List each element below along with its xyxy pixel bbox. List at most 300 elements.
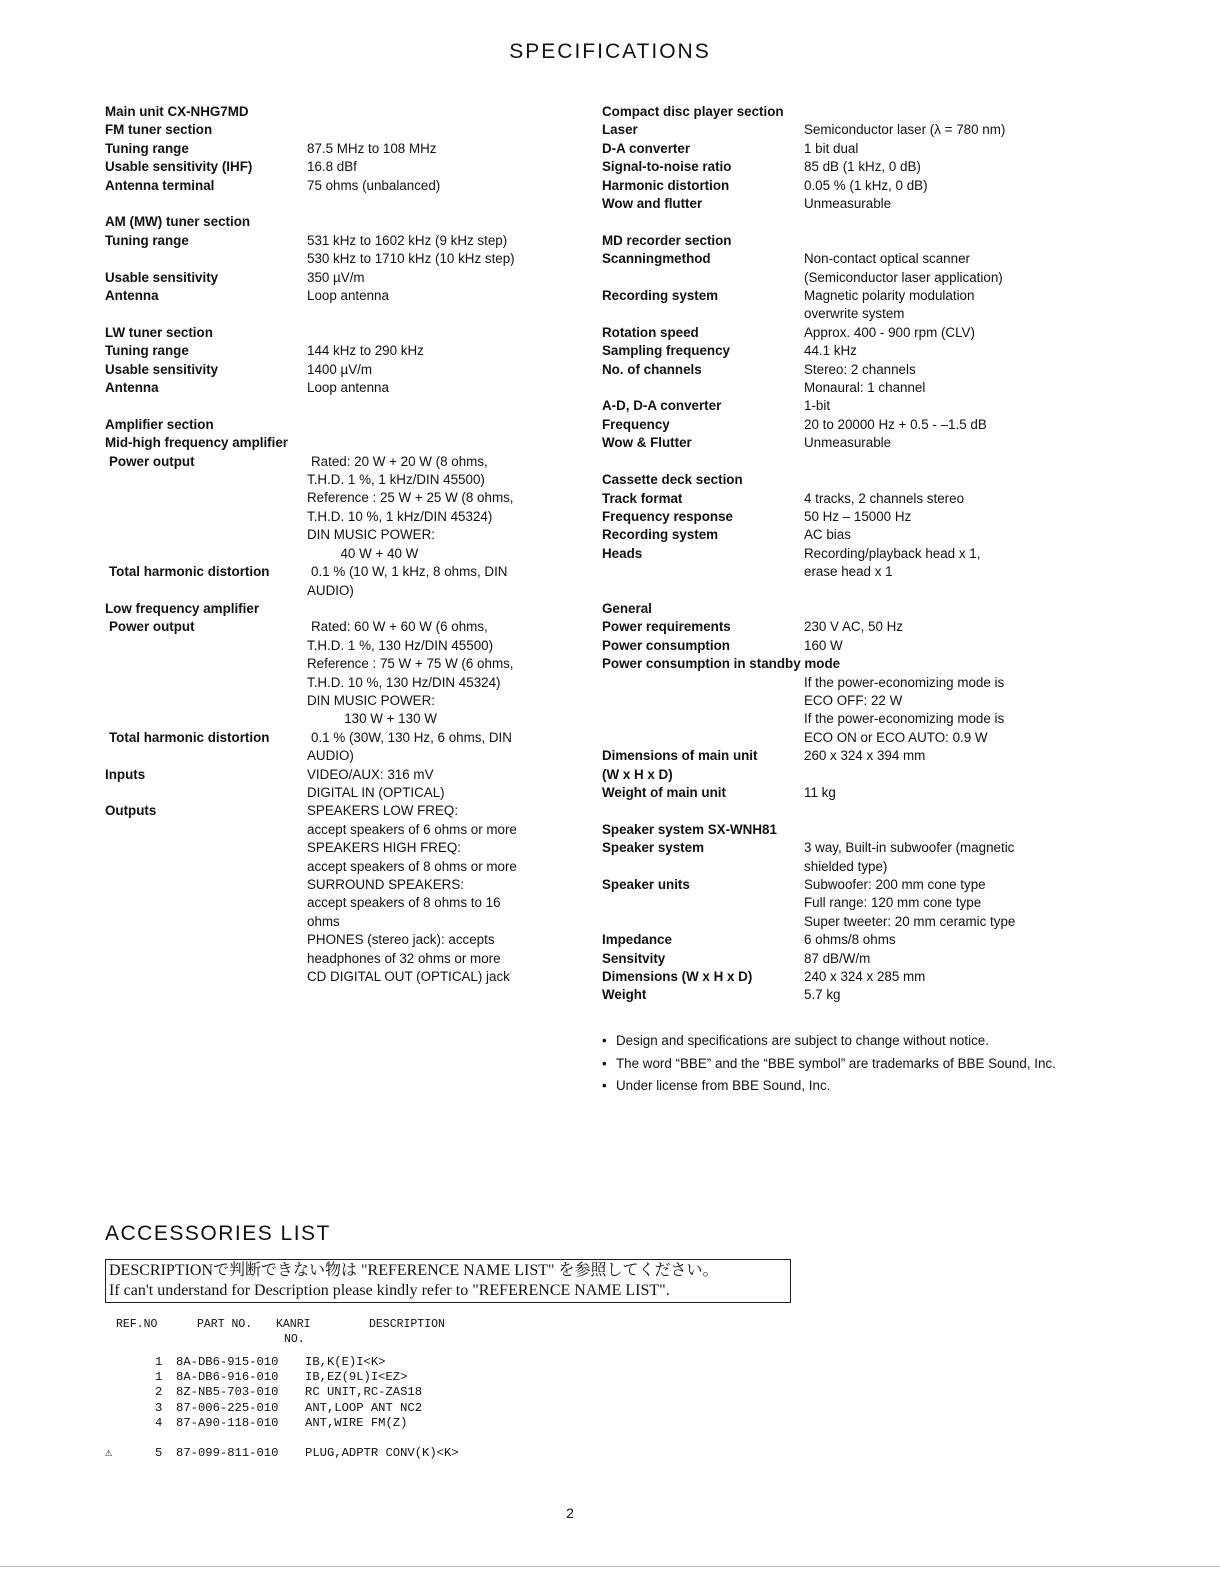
spec-row — [105, 177, 575, 195]
spec-label: Total harmonic distortion — [109, 729, 270, 745]
spec-row — [105, 545, 575, 563]
spec-value: accept speakers of 6 ohms or more — [307, 821, 517, 837]
spec-value: 4 tracks, 2 channels stereo — [804, 490, 965, 506]
ref-no-cell: 3 — [155, 1400, 163, 1415]
section-heading-text: Power consumption in standby mode — [602, 656, 841, 672]
spec-value: 3 way, Built-in subwoofer (magnetic — [804, 840, 1015, 856]
description-cell: IB,EZ(9L)I<EZ> — [305, 1370, 408, 1385]
spec-value: Stereo: 2 channels — [804, 361, 916, 377]
spec-row — [105, 710, 575, 728]
spec-label: Weight — [602, 987, 647, 1003]
spec-row — [602, 913, 1062, 931]
spec-row — [602, 986, 1062, 1004]
spec-value: Unmeasurable — [804, 435, 892, 451]
spec-row — [105, 858, 575, 876]
spec-row — [105, 526, 575, 544]
spec-value: 0.05 % (1 kHz, 0 dB) — [804, 177, 928, 193]
section-heading-text: AM (MW) tuner section — [105, 214, 251, 230]
spec-label: Total harmonic distortion — [109, 564, 270, 580]
spacer — [602, 802, 1062, 820]
spec-row — [602, 269, 1062, 287]
spec-value: 0.1 % (30W, 130 Hz, 6 ohms, DIN — [311, 729, 512, 745]
spec-row — [602, 968, 1062, 986]
spec-value: 40 W + 40 W — [307, 545, 419, 561]
section-heading — [105, 213, 575, 231]
notes-list — [602, 1030, 1062, 1098]
spec-row — [602, 397, 1062, 415]
spec-row — [602, 766, 1062, 784]
spec-value: 44.1 kHz — [804, 343, 857, 359]
spec-value: DIN MUSIC POWER: — [307, 527, 435, 543]
spec-value: overwrite system — [804, 306, 905, 322]
spec-row — [602, 121, 1062, 139]
spec-value: 0.1 % (10 W, 1 kHz, 8 ohms, DIN — [311, 564, 508, 580]
spec-value: 531 kHz to 1602 kHz (9 kHz step) — [307, 232, 508, 248]
description-cell: RC UNIT,RC-ZAS18 — [305, 1385, 423, 1400]
spec-label: (W x H x D) — [602, 766, 673, 782]
spec-value: Subwoofer: 200 mm cone type — [804, 877, 986, 892]
spec-label: Power requirements — [602, 619, 731, 635]
spec-value: Semiconductor laser (λ = 780 nm) — [804, 122, 1006, 138]
spec-row — [602, 177, 1062, 195]
section-heading — [602, 471, 1062, 489]
spec-value: 16.8 dBf — [307, 159, 357, 175]
spec-label — [105, 655, 307, 673]
spec-label — [105, 894, 307, 912]
spec-label: Recording system — [602, 288, 719, 304]
spec-row — [602, 931, 1062, 949]
spec-label: Harmonic distortion — [602, 177, 730, 193]
spec-label — [105, 710, 307, 728]
spec-label: Outputs — [105, 803, 157, 819]
spec-label: Tuning range — [105, 232, 189, 248]
spec-row — [105, 489, 575, 507]
spec-row — [602, 287, 1062, 305]
spec-value: ECO ON or ECO AUTO: 0.9 W — [804, 729, 988, 745]
spec-value: 230 V AC, 50 Hz — [804, 619, 903, 635]
section-heading — [602, 600, 1062, 618]
spec-row — [105, 931, 575, 949]
spec-label — [602, 563, 804, 581]
spec-label: Wow and flutter — [602, 196, 703, 212]
part-no-cell: 87-099-811-010 — [176, 1446, 279, 1461]
spec-row — [105, 287, 575, 305]
note-item — [602, 1075, 1062, 1098]
spec-value: Loop antenna — [307, 288, 389, 304]
spacer — [602, 453, 1062, 471]
spec-value: Magnetic polarity modulation — [804, 288, 975, 304]
spec-value: Reference : 75 W + 75 W (6 ohms, — [307, 656, 514, 672]
spec-label — [602, 729, 804, 747]
spec-label — [105, 471, 307, 489]
spec-row — [602, 379, 1062, 397]
spec-value: T.H.D. 1 %, 1 kHz/DIN 45500) — [307, 472, 485, 488]
spec-value: Rated: 20 W + 20 W (8 ohms, — [311, 453, 488, 469]
spec-label — [105, 508, 307, 526]
spec-value: Monaural: 1 channel — [804, 380, 926, 396]
spec-row — [602, 434, 1062, 452]
section-heading — [105, 434, 575, 452]
specs-right-column — [602, 103, 1062, 1005]
spec-label — [105, 931, 307, 949]
spec-row — [602, 876, 1062, 894]
spec-row — [105, 508, 575, 526]
spec-row — [602, 950, 1062, 968]
spec-value: SPEAKERS LOW FREQ: — [307, 803, 459, 819]
spec-value: 11 kg — [804, 784, 836, 800]
spec-label — [105, 839, 307, 857]
spec-row — [602, 361, 1062, 379]
spec-label — [105, 692, 307, 710]
spec-row — [602, 729, 1062, 747]
spec-row — [105, 269, 575, 287]
spec-label: Signal-to-noise ratio — [602, 159, 732, 175]
spec-value: 50 Hz – 15000 Hz — [804, 508, 912, 524]
spacer — [602, 213, 1062, 231]
part-no-cell: 8A-DB6-916-010 — [176, 1370, 279, 1385]
note-item — [602, 1053, 1062, 1076]
accessories-title: ACCESSORIES LIST — [105, 1222, 331, 1245]
spec-row — [602, 858, 1062, 876]
spec-value: shielded type) — [804, 858, 888, 874]
part-no-cell: 8Z-NB5-703-010 — [176, 1385, 279, 1400]
spec-label — [105, 784, 307, 802]
spec-row — [105, 471, 575, 489]
spec-value — [804, 766, 1062, 784]
part-no-cell: 87-006-225-010 — [176, 1400, 279, 1415]
spec-value: Loop antenna — [307, 380, 389, 396]
spec-label: Wow & Flutter — [602, 435, 692, 451]
part-no-cell: 8A-DB6-915-010 — [176, 1355, 279, 1369]
section-heading-text: Low frequency amplifier — [105, 600, 260, 616]
spec-label — [602, 858, 804, 876]
spec-label — [105, 950, 307, 968]
spec-label — [105, 858, 307, 876]
spec-value: 5.7 kg — [804, 987, 841, 1003]
spec-value: 144 kHz to 290 kHz — [307, 343, 424, 359]
spec-label: Track format — [602, 490, 683, 506]
spec-label: Heads — [602, 545, 643, 561]
section-heading-text: Main unit CX-NHG7MD — [105, 104, 249, 119]
ref-no-cell: 4 — [155, 1415, 163, 1430]
spec-value: 6 ohms/8 ohms — [804, 932, 896, 948]
spec-row — [602, 324, 1062, 342]
spec-row — [602, 839, 1062, 857]
spec-value: 240 x 324 x 285 mm — [804, 969, 926, 985]
spec-label — [105, 968, 307, 986]
spec-value: AUDIO) — [307, 748, 354, 764]
spec-row — [105, 894, 575, 912]
spec-row — [602, 545, 1062, 563]
spec-value: accept speakers of 8 ohms or more — [307, 858, 517, 874]
spec-label: Impedance — [602, 932, 672, 948]
spec-value: erase head x 1 — [804, 564, 893, 580]
warning-icon: ⚠ — [105, 1446, 113, 1461]
spec-row — [602, 674, 1062, 692]
spec-value: 1400 µV/m — [307, 361, 373, 377]
spec-row — [105, 250, 575, 268]
spec-label — [105, 526, 307, 544]
section-heading-text: Speaker system SX-WNH81 — [602, 821, 777, 837]
spec-label: Antenna — [105, 380, 159, 396]
description-cell: IB,K(E)I<K> — [305, 1355, 386, 1369]
spec-label: Tuning range — [105, 140, 189, 156]
spacer — [105, 195, 575, 213]
reference-notice-box — [105, 1259, 791, 1303]
note-text: The word “BBE” and the “BBE symbol” are trademarks of BBE Sound, Inc. — [616, 1055, 1056, 1071]
section-heading — [602, 232, 1062, 250]
spec-label: Sensitvity — [602, 950, 666, 966]
spec-label — [105, 747, 307, 765]
spec-value: Approx. 400 - 900 rpm (CLV) — [804, 324, 975, 340]
section-heading — [105, 103, 575, 121]
spec-row — [602, 305, 1062, 323]
spec-label: Usable sensitivity — [105, 269, 219, 285]
spec-row — [602, 563, 1062, 581]
spec-row — [105, 747, 575, 765]
spec-label: Power consumption — [602, 637, 730, 653]
note-item — [602, 1030, 1062, 1053]
spec-row — [105, 950, 575, 968]
spec-label: Scanningmethod — [602, 251, 711, 267]
spec-value: T.H.D. 10 %, 130 Hz/DIN 45324) — [307, 674, 501, 690]
spec-label — [602, 269, 804, 287]
spec-row — [105, 379, 575, 397]
spec-value: 160 W — [804, 637, 843, 653]
spec-row — [105, 968, 575, 986]
section-heading — [602, 655, 1062, 673]
notice-english: If can't understand for Description please kindly refer to "REFERENCE NAME LIST". — [109, 1281, 670, 1299]
spec-label — [105, 250, 307, 268]
spec-label — [105, 545, 307, 563]
spec-label: Laser — [602, 122, 638, 138]
spec-value: If the power-economizing mode is — [804, 674, 1005, 690]
spec-row — [105, 563, 575, 581]
spec-label — [602, 913, 804, 931]
spec-label: Power output — [109, 619, 195, 635]
spec-label: A-D, D-A converter — [602, 398, 722, 414]
spec-row — [105, 618, 575, 636]
spec-label: Dimensions (W x H x D) — [602, 969, 753, 985]
spec-label — [602, 305, 804, 323]
spec-value: ohms — [307, 913, 340, 929]
notice-japanese: DESCRIPTIONで判断できない物は "REFERENCE NAME LIST" を参照してください。 — [109, 1262, 719, 1279]
spec-value: Full range: 120 mm cone type — [804, 895, 982, 911]
section-heading-text: LW tuner section — [105, 324, 213, 340]
spec-row — [105, 913, 575, 931]
section-heading — [105, 416, 575, 434]
header-description: DESCRIPTION — [369, 1318, 445, 1331]
header-kanri: KANRI — [276, 1318, 311, 1331]
spec-row — [105, 582, 575, 600]
section-heading-text: Mid-high frequency amplifier — [105, 435, 289, 451]
spec-label: Sampling frequency — [602, 343, 730, 359]
spec-row — [105, 821, 575, 839]
spec-label — [105, 489, 307, 507]
spec-row — [105, 766, 575, 784]
spec-row — [105, 802, 575, 820]
spec-label: Frequency response — [602, 508, 733, 524]
spec-value: T.H.D. 1 %, 130 Hz/DIN 45500) — [307, 637, 494, 653]
spec-value: SURROUND SPEAKERS: — [307, 877, 464, 893]
section-heading — [105, 600, 575, 618]
spec-row — [602, 416, 1062, 434]
page-number: 2 — [566, 1505, 574, 1521]
spec-label: Weight of main unit — [602, 784, 726, 800]
spec-value: accept speakers of 8 ohms to 16 — [307, 895, 501, 911]
bullet-icon: • — [602, 1055, 607, 1071]
page-title: SPECIFICATIONS — [509, 40, 711, 63]
spec-row — [602, 526, 1062, 544]
spec-row — [105, 876, 575, 894]
spec-value: PHONES (stereo jack): accepts — [307, 932, 495, 948]
spec-value: ECO OFF: 22 W — [804, 692, 903, 708]
spec-value: AUDIO) — [307, 582, 354, 598]
spec-row — [105, 839, 575, 857]
spec-value: 87.5 MHz to 108 MHz — [307, 140, 437, 156]
spec-value: 350 µV/m — [307, 269, 365, 285]
spec-row — [105, 637, 575, 655]
spec-label — [602, 894, 804, 912]
spec-row — [602, 195, 1062, 213]
spec-value: (Semiconductor laser application) — [804, 269, 1003, 285]
spec-label: No. of channels — [602, 361, 702, 377]
header-ref-no: REF.NO — [116, 1318, 158, 1331]
spec-value: 20 to 20000 Hz + 0.5 - –1.5 dB — [804, 416, 987, 432]
spec-value: 87 dB/W/m — [804, 950, 871, 966]
spec-value: VIDEO/AUX: 316 mV — [307, 766, 434, 782]
header-part-no: PART NO. — [197, 1318, 253, 1331]
spec-label — [105, 582, 307, 600]
section-heading-text: FM tuner section — [105, 122, 213, 138]
spec-value: 1-bit — [804, 398, 831, 414]
spec-label: Usable sensitivity — [105, 361, 219, 377]
description-cell: ANT,LOOP ANT NC2 — [305, 1400, 423, 1415]
spec-label — [602, 674, 804, 692]
bullet-icon: • — [602, 1033, 607, 1048]
description-cell: PLUG,ADPTR CONV(K)<K> — [305, 1446, 459, 1461]
section-heading-text: Compact disc player section — [602, 104, 784, 119]
section-heading-text: Cassette deck section — [602, 472, 743, 488]
spec-row — [105, 453, 575, 471]
spec-label — [602, 379, 804, 397]
section-heading-text: MD recorder section — [602, 232, 732, 248]
spec-label: Power output — [109, 453, 195, 469]
description-cell: ANT,WIRE FM(Z) — [305, 1415, 408, 1430]
spec-value: T.H.D. 10 %, 1 kHz/DIN 45324) — [307, 508, 493, 524]
spec-value: Reference : 25 W + 25 W (8 ohms, — [307, 490, 514, 506]
ref-no-cell: 1 — [155, 1355, 163, 1369]
spec-label — [602, 710, 804, 728]
spec-value: SPEAKERS HIGH FREQ: — [307, 840, 462, 856]
spec-value: If the power-economizing mode is — [804, 711, 1005, 727]
spec-label — [105, 637, 307, 655]
spec-row — [105, 655, 575, 673]
spec-row — [602, 140, 1062, 158]
spec-row — [602, 250, 1062, 268]
ref-no-cell: 2 — [155, 1385, 163, 1400]
bullet-icon: • — [602, 1078, 607, 1093]
spec-label — [105, 876, 307, 894]
section-heading — [105, 121, 575, 139]
section-heading-text: General — [602, 600, 652, 616]
spec-value: DIGITAL IN (OPTICAL) — [307, 784, 445, 800]
spacer — [105, 397, 575, 415]
spec-row — [602, 747, 1062, 765]
spec-label: D-A converter — [602, 140, 691, 156]
section-heading-text: Amplifier section — [105, 416, 214, 432]
spec-label: Tuning range — [105, 343, 189, 359]
ref-no-cell: 5 — [155, 1446, 163, 1461]
spec-value: 530 kHz to 1710 kHz (10 kHz step) — [307, 251, 515, 267]
spec-label: Rotation speed — [602, 324, 699, 340]
spec-label: Speaker units — [602, 877, 690, 892]
spec-label: Frequency — [602, 416, 670, 432]
spec-value: DIN MUSIC POWER: — [307, 692, 435, 708]
note-text: Under license from BBE Sound, Inc. — [616, 1078, 831, 1093]
spec-row — [602, 784, 1062, 802]
spec-row — [602, 158, 1062, 176]
part-no-cell: 87-A90-118-010 — [176, 1415, 279, 1430]
specs-left-column — [105, 103, 575, 986]
spec-row — [105, 158, 575, 176]
spec-label: Speaker system — [602, 840, 704, 856]
spec-value: AC bias — [804, 527, 851, 543]
spacer — [105, 305, 575, 323]
spec-row — [602, 342, 1062, 360]
spec-value: headphones of 32 ohms or more — [307, 950, 501, 966]
spec-label — [105, 821, 307, 839]
spec-label: Recording system — [602, 527, 719, 543]
spec-value: 260 x 324 x 394 mm — [804, 748, 926, 764]
spec-value: CD DIGITAL OUT (OPTICAL) jack — [307, 969, 510, 985]
spec-row — [105, 361, 575, 379]
spec-label: Antenna — [105, 288, 159, 304]
spec-value: 1 bit dual — [804, 140, 859, 156]
spec-label: Inputs — [105, 766, 146, 782]
spec-value: Non-contact optical scanner — [804, 251, 970, 267]
spec-label — [602, 692, 804, 710]
spec-value: Recording/playback head x 1, — [804, 545, 981, 561]
section-heading — [602, 103, 1062, 121]
spec-row — [602, 894, 1062, 912]
spec-row — [105, 784, 575, 802]
spec-row — [602, 692, 1062, 710]
spec-row — [105, 342, 575, 360]
ref-no-cell: 1 — [155, 1370, 163, 1385]
spec-value: 75 ohms (unbalanced) — [307, 177, 441, 193]
bottom-rule — [0, 1566, 1220, 1567]
spec-label — [105, 913, 307, 931]
spec-value: Super tweeter: 20 mm ceramic type — [804, 913, 1016, 929]
spec-label: Dimensions of main unit — [602, 748, 758, 764]
section-heading — [105, 324, 575, 342]
section-heading — [602, 821, 1062, 839]
spec-value: 130 W + 130 W — [307, 711, 437, 727]
spec-label: Usable sensitivity (IHF) — [105, 159, 253, 175]
spec-row — [602, 637, 1062, 655]
spec-value: Rated: 60 W + 60 W (6 ohms, — [311, 619, 488, 635]
spec-row — [105, 674, 575, 692]
header-kanri-no: NO. — [284, 1333, 305, 1346]
spec-row — [105, 140, 575, 158]
spec-row — [602, 508, 1062, 526]
spec-label — [105, 674, 307, 692]
spec-row — [602, 490, 1062, 508]
spec-row — [602, 618, 1062, 636]
spec-row — [105, 692, 575, 710]
spec-row — [602, 710, 1062, 728]
